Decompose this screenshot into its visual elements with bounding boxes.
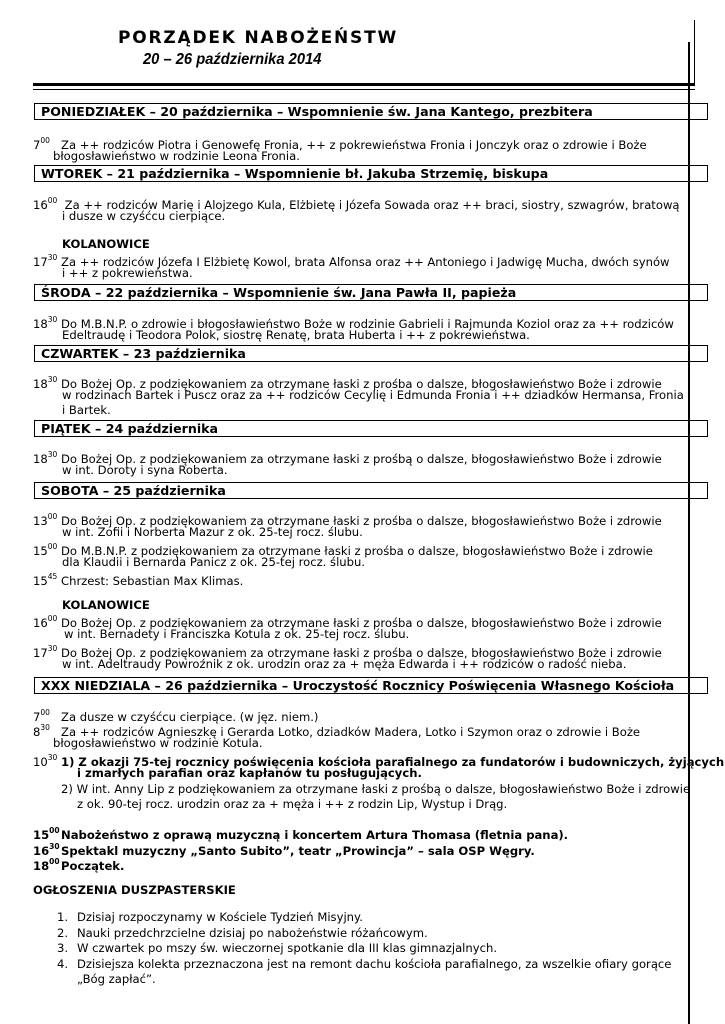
mass-entry: $7^{00}$ Za dusze w czyśćcu cierpiące. (w jęz. niem.) <box>33 708 319 724</box>
mass-time: $17^{30}$ <box>33 253 58 269</box>
day-header-tuesday: WTOREK – 21 października – Wspomnienie bł. Jakuba Strzemię, biskupa <box>34 165 708 182</box>
mass-entry: $8^{30}$ Za ++ rodziców Agnieszkę i Gerarda Lotko, dziadków Madera, Lotko i Szymon oraz o zdrowie i Boże <box>33 723 641 739</box>
mass-entry: $15^{00}Nabożeństwo$ z oprawą muzyczną i koncertem Artura Thomasa (fletnia pana). <box>33 826 569 842</box>
day-header-thursday: CZWARTEK – 23 października <box>34 345 708 362</box>
mass-entry: $15^{00}$ Do M.B.N.P. z podziękowaniem za otrzymane łaski z prośba o dalsze, błogosławieństwo Boże i zdrowie <box>33 542 653 558</box>
right-vertical-rule <box>688 42 690 1024</box>
mass-time: $17^{30}$ <box>33 644 58 660</box>
mass-entry-continuation: w int. Doroty i syna Roberta. <box>62 463 228 477</box>
mass-entry-intention: 2) W int. Anny Lip z podziękowaniem za otrzymane łaski z prośbą o dalsze, błogosławieństwo Boże i zdrowie <box>61 782 691 796</box>
day-header-monday: PONIEDZIAŁEK – 20 października – Wspomnienie św. Jana Kantego, prezbitera <box>34 103 708 120</box>
mass-entry: $13^{00}$ Do Bożej Op. z podziękowaniem za otrzymane łaski z prośba o dalsze, błogosławieństwo Boże i zdrowie <box>33 512 662 528</box>
announcement-item: 2. Nauki przedchrzcielne dzisiaj po nabożeństwie różańcowym. <box>57 926 428 940</box>
mass-entry-continuation: błogosławieństwo w rodzinie Kotula. <box>53 736 263 750</box>
day-header-saturday: SOBOTA – 25 października <box>34 482 708 499</box>
announcement-item: 4. Dzisiejsza kolekta przeznaczona jest na remont dachu kościoła parafialnego, za wszelkie ofiary gorące <box>57 957 672 971</box>
mass-entry: $18^{30}$ Do M.B.N.P. o zdrowie i błogosławieństwo Boże w rodzinie Gabrieli i Rajmunda Koziol oraz za ++ rodziców <box>33 315 674 331</box>
announcement-item: 1. Dzisiaj rozpoczynamy w Kościele Tydzień Misyjny. <box>57 910 363 924</box>
location-label: KOLANOWICE <box>62 237 150 251</box>
announcements-heading: OGŁOSZENIA DUSZPASTERSKIE <box>33 883 236 897</box>
mass-entry-continuation: i ++ z pokrewieństwa. <box>62 266 193 280</box>
mass-entry-continuation: dla Klaudii i Bernarda Panicz z ok. 25-tej rocz. ślubu. <box>62 555 366 569</box>
mass-entry: $10^{30}$ 1) Z okazji 75-tej rocznicy poświęcenia kościoła parafialnego za fundatorów i budowniczych, żyjących <box>33 753 725 769</box>
mass-entry: $18^{30}$ Do Bożej Op. z podziękowaniem za otrzymane łaski z prośbą o dalsze, błogosławieństwo Boże i zdrowie <box>33 450 662 466</box>
mass-time: $16^{00}$ <box>33 614 58 630</box>
mass-entry: $16^{00}$ Do Bożej Op. z podziękowaniem za otrzymane łaski z prośba o dalsze, błogosławieństwo Boże i zdrowie <box>33 614 662 630</box>
page-title: PORZĄDEK NABOŻEŃSTW <box>118 28 399 48</box>
mass-time: $16^{30}$ <box>33 842 60 858</box>
mass-time: $10^{30}$ <box>33 753 58 769</box>
mass-entry: $15^{45}$ Chrzest: Sebastian Max Klimas. <box>33 572 244 588</box>
mass-entry: $18^{00}Początek$. <box>33 857 125 873</box>
mass-entry-continuation: w int. Zofii i Norberta Mazur z ok. 25-tej rocz. ślubu. <box>62 525 363 539</box>
mass-time: $18^{30}$ <box>33 315 58 331</box>
page-subtitle: 20 – 26 października 2014 <box>143 51 322 68</box>
header-rule-thick <box>33 83 695 86</box>
mass-entry-continuation: i zmarłych parafian oraz kapłanów tu posługujących. <box>77 766 422 780</box>
mass-time: $18^{00}$ <box>33 857 60 873</box>
mass-entry: $16^{30}Spektakl$ muzyczny „Santo Subito”, teatr „Prowincja” – sala OSP Węgry. <box>33 842 535 858</box>
mass-entry: $18^{30}$ Do Bożej Op. z podziękowaniem za otrzymane łaski z prośba o dalsze, błogosławieństwo Boże i zdrowie <box>33 375 662 391</box>
announcement-continuation: „Bóg zapłać”. <box>77 972 156 986</box>
mass-time: $15^{00}$ <box>33 826 60 842</box>
mass-entry-continuation: w int. Bernadety i Franciszka Kotula z ok. 25-tej rocz. ślubu. <box>64 627 410 641</box>
mass-entry-continuation: w int. Adeltraudy Powroźnik z ok. urodzin oraz za + męża Edwarda i ++ rodziców o radość nieba. <box>62 657 627 671</box>
right-vertical-rule-thin <box>694 20 695 84</box>
mass-time: $7^{00}$ <box>33 708 50 724</box>
mass-time: $15^{45}$ <box>33 572 58 588</box>
mass-entry-continuation: Edeltraudę i Teodora Polok, siostrę Renatę, brata Huberta i ++ z pokrewieństwa. <box>62 328 530 342</box>
location-label: KOLANOWICE <box>62 598 150 612</box>
mass-entry: $17^{30}$ Za ++ rodziców Józefa I Elżbietę Kowol, brata Alfonsa oraz ++ Antoniego i Jadwigę Mucha, dwóch synów <box>33 253 670 269</box>
mass-entry: $16^{00}$ Za ++ rodziców Marię i Alojzego Kula, Elżbietę i Józefa Sowada oraz ++ braci, siostry, szwagrów, bratową <box>33 196 680 212</box>
header-rule-thin <box>33 89 695 90</box>
mass-time: $15^{00}$ <box>33 542 58 558</box>
mass-entry-continuation: błogosławieństwo w rodzinie Leona Fronia. <box>53 149 300 163</box>
mass-time: $16^{00}$ <box>33 196 58 212</box>
mass-entry-continuation: z ok. 90-tej rocz. urodzin oraz za + męża i ++ z rodzin Lip, Wystup i Drąg. <box>77 797 508 811</box>
mass-time: $7^{00}$ <box>33 136 50 152</box>
mass-time: $18^{30}$ <box>33 375 58 391</box>
mass-time: $18^{30}$ <box>33 450 58 466</box>
mass-entry-continuation: i Bartek. <box>62 403 111 417</box>
mass-time: $13^{00}$ <box>33 512 58 528</box>
day-header-sunday: XXX NIEDZIALA – 26 października – Uroczystość Rocznicy Poświęcenia Własnego Kościoła <box>34 677 708 694</box>
day-header-wednesday: ŚRODA – 22 października – Wspomnienie św. Jana Pawła II, papieża <box>34 284 708 301</box>
mass-entry: $17^{30}$ Do Bożej Op. z podziękowaniem za otrzymane łaski z prośba o dalsze, błogosławieństwo Boże i zdrowie <box>33 644 662 660</box>
mass-time: $8^{30}$ <box>33 723 50 739</box>
mass-entry-continuation: w rodzinach Bartek i Puscz oraz za ++ rodziców Cecylię i Edmunda Fronia i ++ dziadków Hermansa, Fronia <box>62 388 684 402</box>
mass-entry: $7^{00}$ Za ++ rodziców Piotra i Genowefę Fronia, ++ z pokrewieństwa Fronia i Jonczyk oraz o zdrowie i Boże <box>33 136 647 152</box>
day-header-friday: PIĄTEK – 24 października <box>34 420 708 437</box>
announcement-item: 3. W czwartek po mszy św. wieczornej spotkanie dla III klas gimnazjalnych. <box>57 941 498 955</box>
mass-entry-continuation: i dusze w czyśćcu cierpiące. <box>62 209 226 223</box>
